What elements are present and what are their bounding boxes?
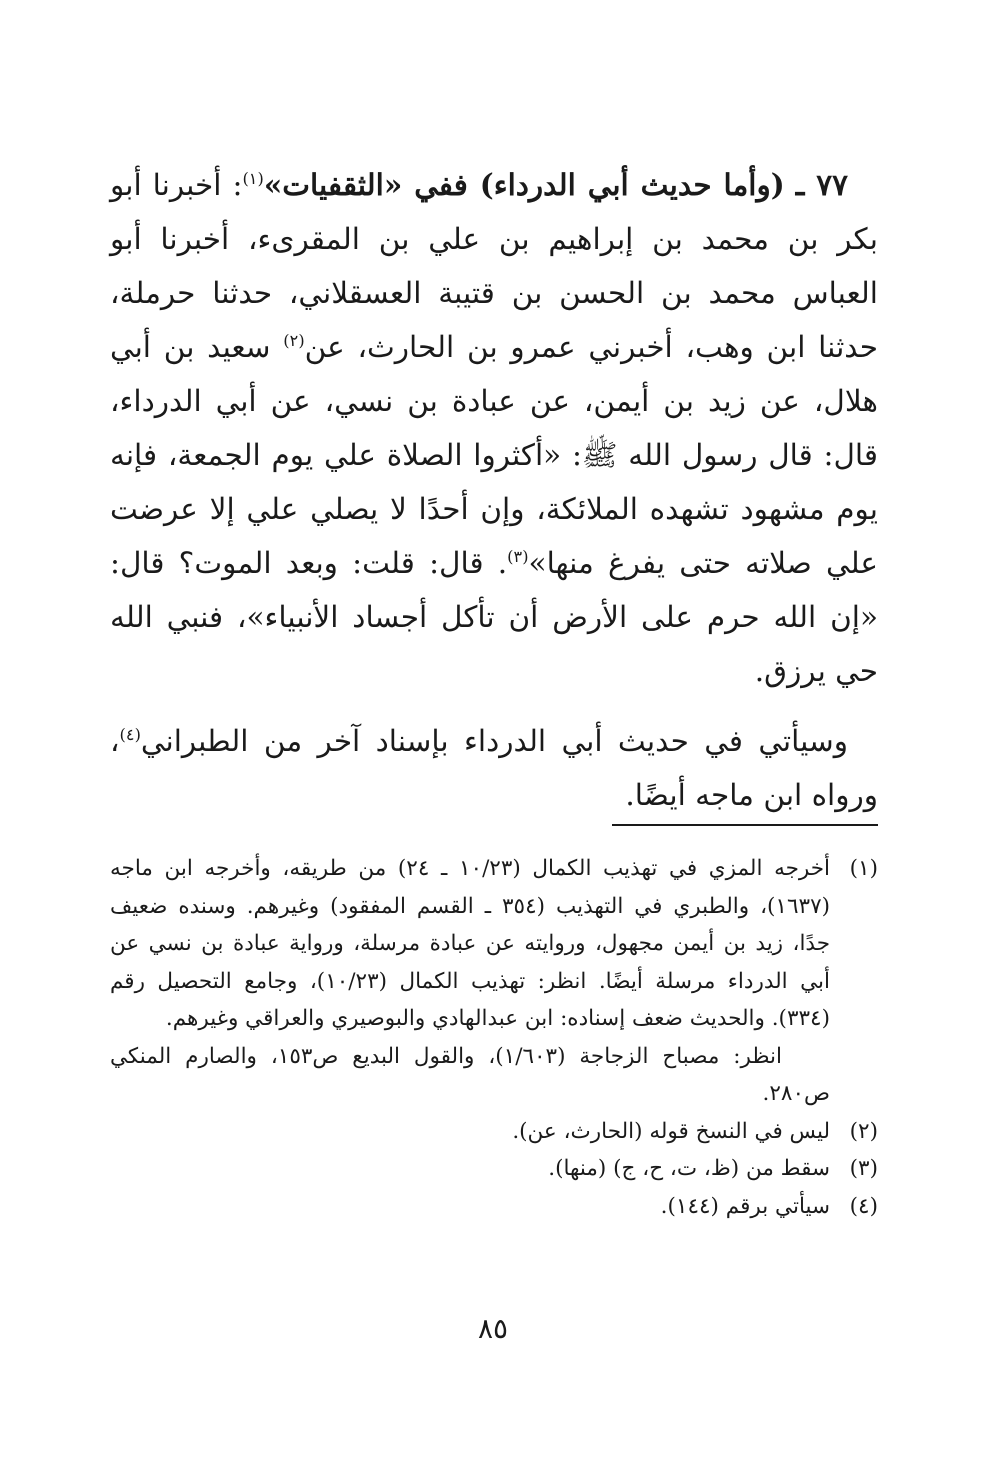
note-text-part1: وسيأتي في حديث أبي الدرداء بإسناد آخر من الطبراني bbox=[140, 724, 848, 758]
hadith-text-part3: . قال: قلت: وبعد الموت؟ قال: «إن الله حرم على الأرض أن تأكل أجساد الأنبياء»، فنبي الله حي يرزق. bbox=[110, 546, 878, 688]
footnote-text: ليس في النسخ قوله (الحارث، عن). bbox=[512, 1118, 830, 1144]
footnote-extra-text: انظر: مصباح الزجاجة (١/٦٠٣)، والقول البديع ص١٥٣، والصارم المنكي ص٢٨٠. bbox=[110, 1043, 830, 1106]
footnote-1 bbox=[110, 850, 878, 1113]
footnote-number: (٢) bbox=[849, 1118, 878, 1144]
footnote-ref-1: (١) bbox=[242, 169, 264, 189]
hadith-paragraph bbox=[110, 158, 878, 698]
hadith-heading: (وأما حديث أبي الدرداء) ففي «الثقفيات» bbox=[263, 167, 785, 202]
page-number: ٨٥ bbox=[477, 1312, 509, 1345]
footnote-text: أخرجه المزي في تهذيب الكمال (١٠/٢٣ ـ ٢٤) من طريقه، وأخرجه ابن ماجه (١٦٣٧)، والطبري في التهذيب (٣٥٤ ـ القسم المفقود) وغيرهم. وسنده ضعيف جدًا، زيد بن أيمن مجهول، وروايته عن عبادة مرسلة، ورواية عبادة بن نسي عن أبي الدرداء مرسلة أيضًا. انظر: تهذيب الكمال (١٠/٢٣)، وجامع التحصيل رقم (٣٣٤). والحديث ضعف إسناده: ابن عبدالهادي والبوصيري والعراقي وغيرهم. bbox=[110, 856, 831, 1031]
footnote-body bbox=[110, 1113, 830, 1151]
footnote-4 bbox=[110, 1188, 878, 1226]
footnote-2 bbox=[110, 1113, 878, 1151]
footnote-text: سقط من (ظ، ت، ح، ج) (منها). bbox=[548, 1156, 830, 1181]
hadith-text-part2: سعيد بن أبي هلال، عن زيد بن أيمن، عن عبادة بن نسي، عن أبي الدرداء، قال: قال رسول الله ﷺ: «أكثروا الصلاة علي يوم الجمعة، فإنه يوم مشهود تشهده الملائكة، وإن أحدًا لا يصلي علي إلا عرضت علي صلاته حتى يفرغ منها» bbox=[110, 330, 879, 580]
footnote-number: (٤) bbox=[849, 1193, 878, 1219]
footnote-number: (١) bbox=[849, 856, 878, 881]
footnote-body bbox=[110, 1150, 830, 1188]
footnote-body bbox=[110, 1188, 830, 1226]
hadith-number: ٧٧ ـ bbox=[795, 167, 848, 202]
footnote-3 bbox=[110, 1150, 878, 1188]
footnote-ref-2: (٢) bbox=[283, 331, 305, 351]
note-paragraph bbox=[110, 714, 878, 822]
note-text-part2: ، ورواه ابن ماجه أيضًا. bbox=[110, 724, 878, 812]
footnote-ref-4: (٤) bbox=[119, 725, 141, 745]
footnote-ref-3: (٣) bbox=[507, 547, 529, 567]
footnote-number: (٣) bbox=[849, 1156, 878, 1181]
footnotes bbox=[110, 850, 878, 1225]
footnote-body bbox=[110, 850, 830, 1113]
footnote-text: سيأتي برقم (١٤٤). bbox=[660, 1193, 830, 1219]
hadith-text-part1: : أخبرنا أبو بكر بن محمد بن إبراهيم بن علي بن المقرىء، أخبرنا أبو العباس محمد بن الحسن بن قتيبة العسقلاني، حدثنا حرملة، حدثنا ابن وهب، أخبرني عمرو بن الحارث، عن bbox=[110, 168, 878, 364]
main-text bbox=[110, 158, 878, 822]
footnote-divider bbox=[612, 824, 878, 826]
